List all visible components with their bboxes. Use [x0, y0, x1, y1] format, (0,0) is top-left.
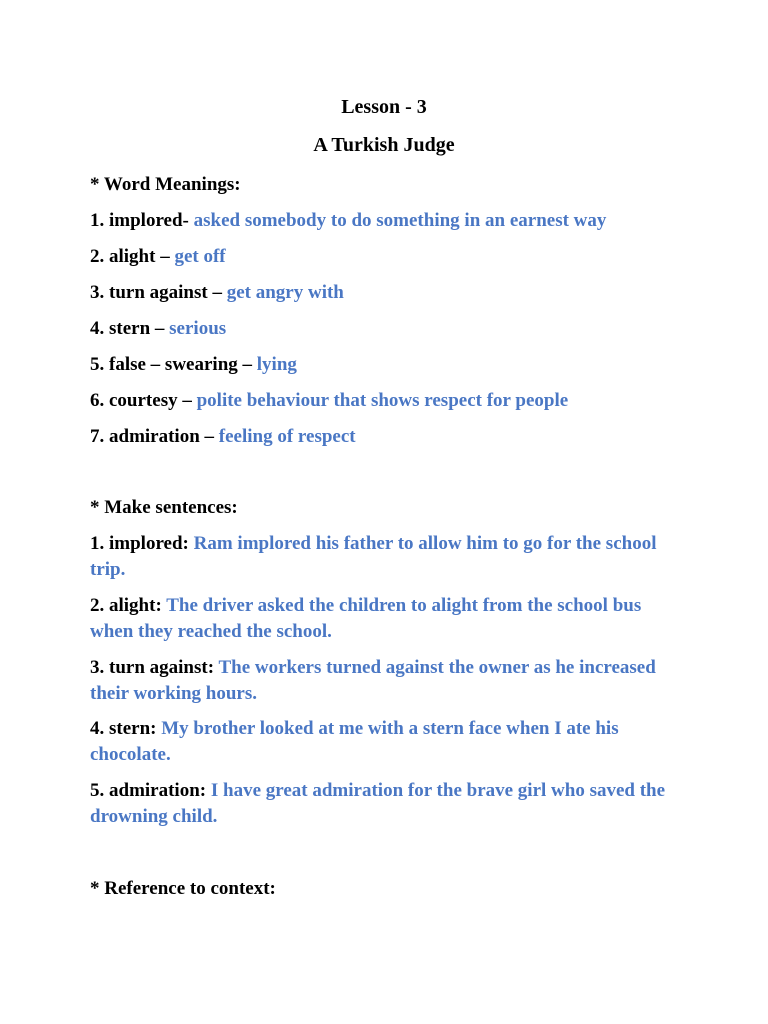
word-term: 1. implored- [90, 210, 189, 231]
sentence-item [90, 593, 680, 645]
sentence-term: 2. alight: [90, 595, 162, 616]
sentence-item [90, 716, 680, 768]
sentence-term: 1. implored: [90, 533, 189, 554]
word-meaning: feeling of respect [218, 426, 356, 447]
word-meaning-item: 7. admiration – feeling of respect [90, 426, 356, 447]
make-sentences-heading: * Make sentences: [90, 497, 238, 518]
sentence-text: I have great admiration for the brave girl who saved the drowning child. [90, 780, 666, 827]
word-meaning-item [90, 208, 690, 234]
word-meaning-item: 4. stern – serious [90, 318, 227, 339]
word-meaning: lying [256, 354, 297, 375]
sentence-text: The workers turned against the owner as he increased their working hours. [90, 657, 656, 704]
word-term: 6. courtesy [90, 390, 178, 411]
word-meaning-item: 3. turn against – get angry with [90, 282, 344, 303]
sentence-term: 3. turn against: [90, 657, 215, 678]
lesson-title: A Turkish Judge [313, 134, 455, 156]
sentence-text: My brother looked at me with a stern face when I ate his chocolate. [90, 718, 619, 765]
sentence-term: 4. stern: [90, 718, 157, 739]
sentence-item [90, 778, 680, 830]
word-term: 4. stern [90, 318, 151, 339]
word-meaning: get angry with [226, 282, 344, 303]
sentence-term: 5. admiration: [90, 780, 207, 801]
word-meaning-item: 5. false – swearing – lying [90, 354, 297, 375]
word-term: 2. alight [90, 246, 156, 267]
sentence-text: Ram implored his father to allow him to go for the school trip. [90, 533, 657, 580]
word-meaning: polite behaviour that shows respect for people [196, 390, 569, 411]
word-term: 5. false – swearing [90, 354, 238, 375]
sentence-text: The driver asked the children to alight from the school bus when they reached the school. [90, 595, 642, 642]
word-meaning: get off [174, 246, 226, 267]
word-meaning: serious [169, 318, 227, 339]
sentence-item [90, 531, 680, 583]
word-term: 7. admiration [90, 426, 200, 447]
lesson-number: Lesson - 3 [341, 96, 427, 118]
word-meaning-item: 6. courtesy – polite behaviour that shows respect for people [90, 390, 569, 411]
word-meaning: asked somebody to do something in an earnest way [193, 210, 607, 231]
reference-heading: * Reference to context: [90, 878, 276, 899]
word-term: 3. turn against [90, 282, 208, 303]
sentence-item [90, 655, 680, 707]
word-meanings-heading: * Word Meanings: [90, 174, 241, 195]
word-meaning-item: 2. alight – get off [90, 246, 226, 267]
